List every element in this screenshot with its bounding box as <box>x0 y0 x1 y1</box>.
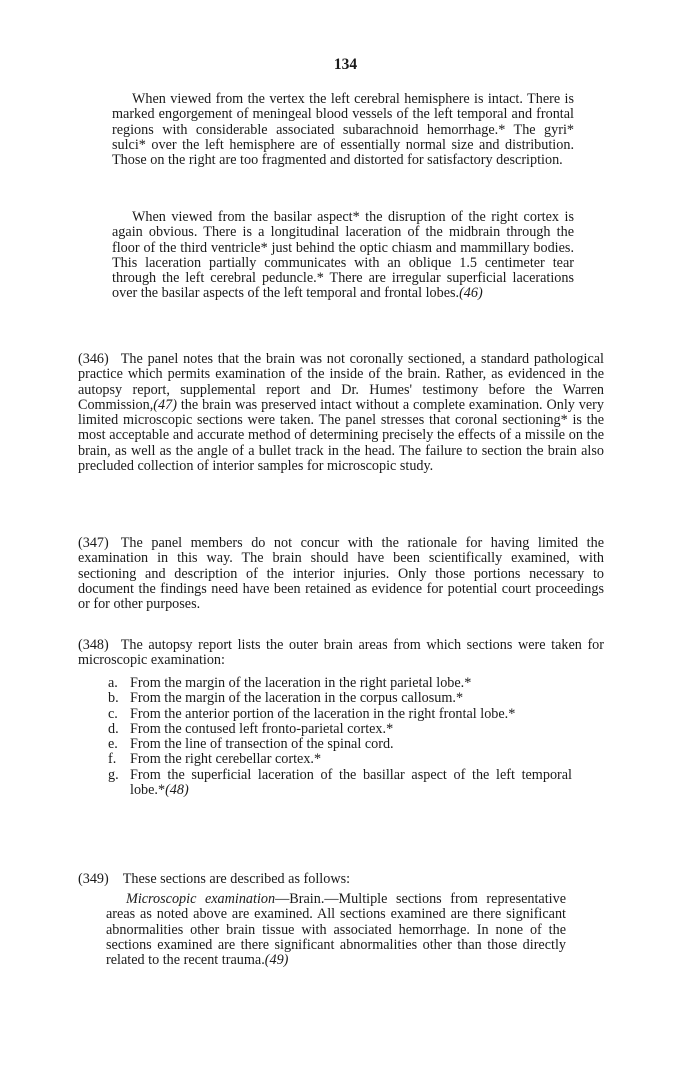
quote-microscopic-examination <box>106 892 566 968</box>
list-item <box>108 676 572 691</box>
list-item-label: b. <box>108 690 119 707</box>
paragraph-text: The panel members do not concur with the rationale for having limited the examination in this way. The brain should have been scientifically examined, with sectioning and description of the interior injuries. Only those portions necessary to document the findings need have been retained as evidence for potential court proceedings or for other purposes. <box>78 535 604 613</box>
paragraph-number: (347) <box>78 535 109 551</box>
list-item-label: a. <box>108 675 118 691</box>
quote-vertex-view <box>112 92 574 168</box>
list-item-text <box>130 768 572 799</box>
quote-basilar-paragraph <box>112 210 574 302</box>
paragraph-346 <box>78 352 604 474</box>
paragraph-number: (349) <box>78 871 109 887</box>
run-in-heading: Microscopic examination <box>126 891 276 907</box>
page-number: 134 <box>333 56 358 73</box>
list-item <box>108 691 572 706</box>
paragraph-349 <box>78 872 604 887</box>
list-item-label: g. <box>108 766 119 783</box>
footnote-ref-49: (49) <box>264 952 289 969</box>
list-item-text: From the anterior portion of the laceration in the right frontal lobe.* <box>130 705 516 722</box>
quote-basilar-view <box>112 210 574 302</box>
paragraph-text: The autopsy report lists the outer brain areas from which sections were taken for microscopic examination: <box>78 637 604 669</box>
list-item-label: c. <box>108 705 118 722</box>
footnote-ref-48: (48) <box>165 782 189 799</box>
paragraph-text-continued: the brain was preserved intact without a complete examination. Only very limited microscopic sections were taken. The panel stresses that coronal sectioning* is the most acceptable and accurate method of determining precisely the effects of a missile on the brain, as well as the angle of a bullet track in the head. The failure to section the brain also precluded collection of interior samples for microscopic study. <box>78 396 604 475</box>
footnote-ref-47: (47) <box>153 396 177 413</box>
list-item-text: From the line of transection of the spinal cord. <box>130 736 394 753</box>
list-item <box>108 752 572 767</box>
paragraph-347 <box>78 536 604 612</box>
section-list <box>108 676 572 798</box>
paragraph-text: These sections are described as follows: <box>122 871 351 887</box>
quote-micro-text: —Brain.—Multiple sections from representative areas as noted above are examined. All sections examined are there significant abnormalities other brain tissue with associated hemorrhage. In none of the sections examined are there significant abnormalities other than those directly related to the recent trauma. <box>106 891 566 969</box>
list-item-body: From the superficial laceration of the basillar aspect of the left temporal lobe.* <box>130 766 572 799</box>
paragraph-text: The panel notes that the brain was not coronally sectioned, a standard pathological practice which permits examination of the inside of the brain. Rather, as evidenced in the autopsy report, supplemental report and Dr. Humes' testimony before the Warren Commission, <box>78 351 604 413</box>
list-item <box>108 768 572 799</box>
list-item <box>108 722 572 737</box>
paragraph-number: (348) <box>78 637 109 653</box>
list-item-text: From the margin of the laceration in the corpus callosum.* <box>130 690 464 707</box>
paragraph-348 <box>78 638 604 669</box>
list-item-text: From the contused left fronto-parietal cortex.* <box>130 720 394 737</box>
footnote-ref-46: (46) <box>459 285 483 302</box>
list-item <box>108 707 572 722</box>
list-item-text: From the right cerebellar cortex.* <box>130 751 322 768</box>
paragraph-number: (346) <box>78 351 109 367</box>
list-item-text: From the margin of the laceration in the right parietal lobe.* <box>130 675 472 691</box>
quote-vertex-text: When viewed from the vertex the left cerebral hemisphere is intact. There is marked engorgement of meningeal blood vessels of the left temporal and frontal regions with considerable associated subarachnoid hemorrhage.* The gyri* sulci* over the left hemisphere are of essentially normal size and distribution. Those on the right are too fragmented and distorted for satisfactory description. <box>112 91 574 169</box>
list-item-label: e. <box>108 736 118 753</box>
list-item-label: d. <box>108 720 119 737</box>
quote-basilar-text: When viewed from the basilar aspect* the disruption of the right cortex is again obvious. There is a longitudinal laceration of the midbrain through the floor of the third ventricle* just behind the optic chiasm and mammillary bodies. This laceration partially communicates with an oblique 1.5 centimeter tear through the left cerebral peduncle.* There are irregular superficial lacerations over the basilar aspects of the left temporal and frontal lobes. <box>112 209 574 302</box>
list-item <box>108 737 572 752</box>
list-item-label: f. <box>108 751 117 768</box>
quote-micro-paragraph <box>106 892 566 968</box>
